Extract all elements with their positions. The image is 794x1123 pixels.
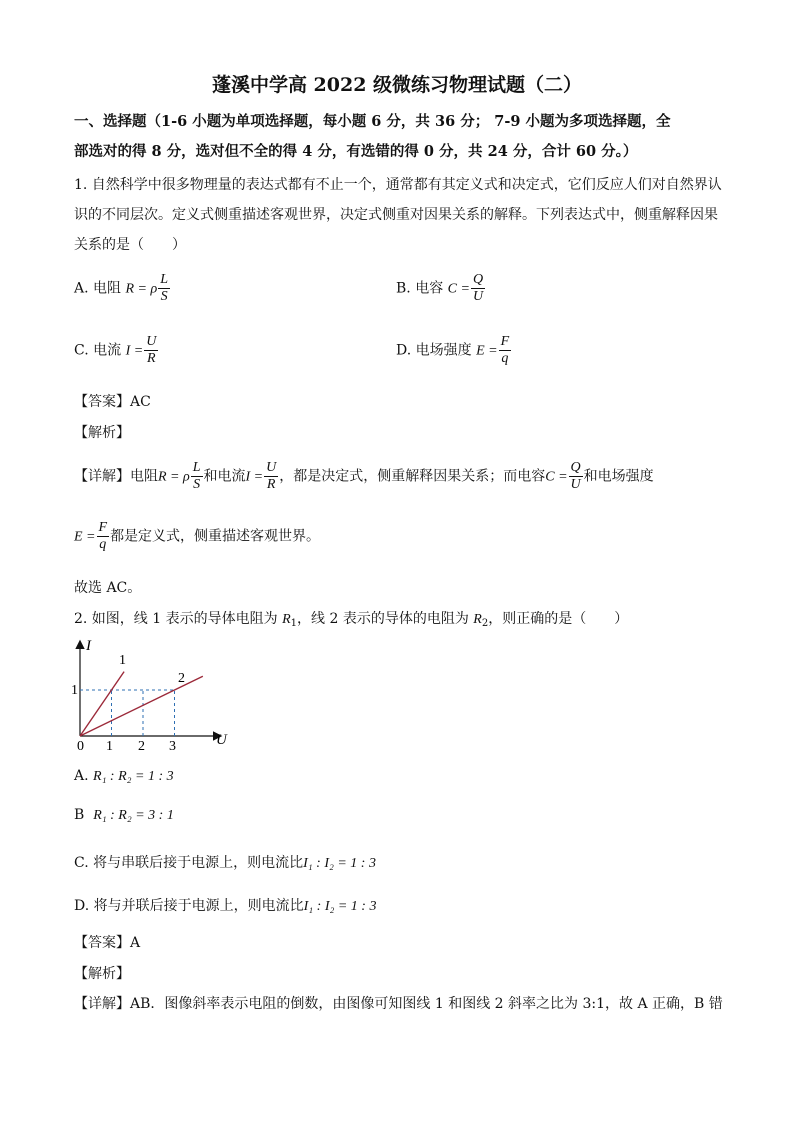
q2-option-d-expr: I₁ : I₂ = 1 : 3 [303, 899, 377, 914]
q1-option-d-den: q [501, 351, 509, 366]
q1-conclusion: 故选 AC。 [74, 580, 142, 596]
q2-r2: R [473, 612, 482, 627]
q1-option-c-den: R [146, 351, 156, 366]
q1-detail-d1: S [193, 477, 201, 492]
q2-option-b-prefix: B [74, 807, 85, 823]
q1-option-c [74, 334, 159, 367]
y-tick-label: 1 [71, 683, 78, 698]
q1-option-a-num: L [160, 272, 168, 287]
q1-stem-line-3: 关系的是（ ） [74, 237, 186, 253]
q1-option-b-prefix: B. 电容 [396, 280, 444, 297]
q1-detail-line-1 [74, 460, 654, 493]
q1-detail-e4: E = [74, 529, 96, 545]
q2-answer: 【答案】A [74, 935, 141, 951]
q1-option-d-prefix: D. 电场强度 [396, 342, 472, 359]
y-axis-label: I [86, 638, 91, 654]
q1-detail-t1: 【详解】电阻 [74, 468, 158, 485]
section-heading-line-1: 一、选择题（1-6 小题为单项选择题，每小题 6 分，共 36 分； 7-9 小题为多项选择题，全 [74, 113, 671, 130]
q2-option-b [74, 807, 174, 824]
q1-detail-line-2 [74, 520, 320, 553]
q1-detail-d2: R [266, 477, 276, 492]
line-2-label: 2 [178, 671, 185, 686]
q1-detail-t3: ，都是决定式，侧重解释因果关系；而电容 [279, 468, 546, 485]
q1-detail-d3: U [570, 477, 581, 492]
q1-option-a-den: S [160, 289, 168, 304]
q2-stem [74, 608, 628, 629]
q1-option-a-prefix: A. 电阻 [74, 280, 122, 297]
iu-graph [70, 636, 240, 758]
q2-stem-b: ，线 2 表示的导体的电阻为 [297, 611, 474, 627]
q2-r1-sub: 1 [290, 618, 298, 629]
q2-option-c-expr: I₁ : I₂ = 1 : 3 [303, 856, 376, 871]
q2-r1: R [282, 612, 291, 627]
q1-analysis-heading: 【解析】 [74, 425, 130, 441]
series-line-1 [80, 672, 124, 736]
q1-detail-t5: 都是定义式，侧重描述客观世界。 [110, 528, 321, 545]
q1-option-b-num: Q [472, 272, 484, 287]
q2-analysis-heading: 【解析】 [74, 966, 130, 982]
origin-label: 0 [77, 739, 84, 754]
q2-option-c-prefix: C. 将与串联后接于电源上，则电流比 [74, 855, 304, 871]
q2-option-b-expr: R₁ : R₂ = 3 : 1 [93, 808, 174, 823]
q2-stem-c: ，则正确的是（ ） [488, 611, 629, 627]
section-heading-line-2: 部选对的得 8 分，选对但不全的得 4 分，有选错的得 0 分，共 24 分，合计 60 分。） [74, 143, 638, 160]
q1-answer: 【答案】AC [74, 394, 151, 410]
q2-option-a [74, 768, 174, 785]
q1-detail-e3: C = [545, 469, 568, 485]
q1-option-d [396, 334, 512, 367]
q1-option-a [74, 272, 171, 305]
q1-option-c-expr: I = [125, 343, 144, 359]
q1-detail-n4: F [98, 520, 108, 535]
q2-option-a-prefix: A. [74, 768, 94, 784]
q1-detail-n1: L [192, 460, 201, 475]
x-axis-label: U [216, 732, 227, 748]
q1-detail-e2: I = [245, 469, 264, 485]
line-1-label: 1 [119, 653, 126, 668]
q1-option-b-den: U [472, 289, 484, 304]
x-tick-label-2: 2 [138, 739, 145, 754]
q1-option-c-num: U [146, 334, 157, 349]
q1-option-d-expr: E = [476, 343, 498, 359]
q2-option-c [74, 852, 376, 872]
x-tick-label-3: 3 [169, 739, 176, 754]
q1-option-c-prefix: C. 电流 [74, 342, 122, 359]
q1-option-b [396, 272, 486, 305]
q1-stem-line-1: 1. 自然科学中很多物理量的表达式都有不止一个，通常都有其定义式和决定式，它们反应人们对自然界认 [74, 177, 722, 193]
q1-option-b-expr: C = [447, 281, 470, 297]
q1-detail-t2: 和电流 [203, 468, 246, 485]
q1-detail-n2: U [266, 460, 277, 475]
q1-detail-e1: R = ρ [158, 469, 190, 485]
x-tick-label-1: 1 [106, 739, 113, 754]
q2-stem-a: 2. 如图，线 1 表示的导体电阻为 [74, 611, 283, 627]
q2-option-a-expr: R₁ : R₂ = 1 : 3 [93, 769, 174, 784]
q2-option-d-prefix: D. 将与并联后接于电源上，则电流比 [74, 898, 304, 914]
q2-detail: 【详解】AB．图像斜率表示电阻的倒数，由图像可知图线 1 和图线 2 斜率之比为 3:1，故 A 正确，B 错 [74, 996, 723, 1012]
page-title: 蓬溪中学高 2022 级微练习物理试题（二） [211, 74, 583, 96]
q1-option-a-expr: R = ρ [125, 281, 158, 297]
q1-detail-t4: 和电场强度 [583, 468, 654, 485]
q1-detail-n3: Q [570, 460, 581, 475]
q1-detail-d4: q [99, 537, 107, 552]
q1-stem-line-2: 识的不同层次。定义式侧重描述客观世界，决定式侧重对因果关系的解释。下列表达式中，侧重解释因果 [74, 207, 718, 223]
q2-r2-sub: 2 [481, 618, 489, 629]
q2-option-d [74, 895, 376, 915]
q1-option-d-num: F [500, 334, 510, 349]
